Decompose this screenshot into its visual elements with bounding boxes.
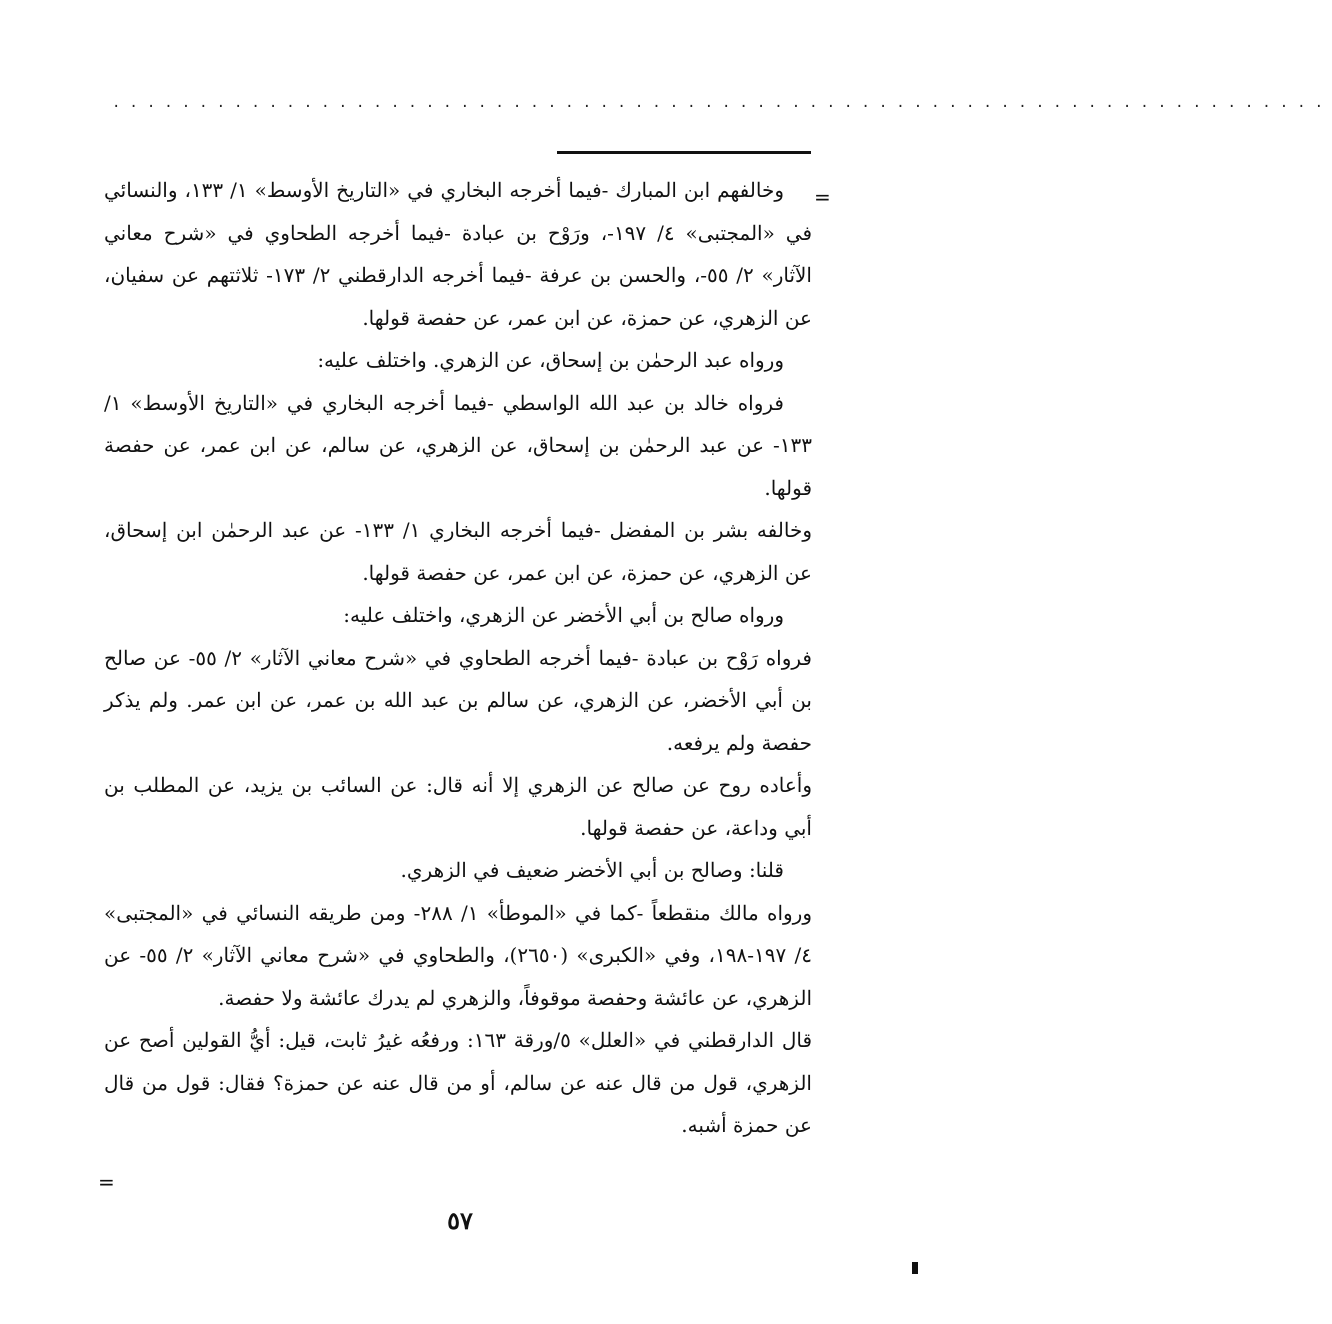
continuation-marker-top: = (814, 185, 831, 209)
paragraph: قال الدارقطني في «العلل» ٥/ورقة ١٦٣: ورفعُه غيرُ ثابت، قيل: أيُّ القولين أصح عن الزهري، قول من قال عنه عن سالم، أو من قال عنه عن حمزة؟ فقال: قول من قال عن حمزة أشبه. (104, 1028, 812, 1137)
paragraph: وخالفهم ابن المبارك -فيما أخرجه البخاري في «التاريخ الأوسط» ١/ ١٣٣، والنسائي في «المجتبى» ٤/ ١٩٧-، ورَوْح بن عبادة -فيما أخرجه الطحاوي في «شرح معاني الآثار» ٢/ ٥٥-، والحسن بن عرفة -فيما أخرجه الدارقطني ٢/ ١٧٣- ثلاثتهم عن سفيان، عن الزهري، عن حمزة، عن ابن عمر، عن حفصة قولها. (104, 178, 813, 330)
paragraph: فرواه رَوْح بن عبادة -فيما أخرجه الطحاوي في «شرح معاني الآثار» ٢/ ٥٥- عن صالح بن أبي الأخضر، عن الزهري، عن سالم بن عبد الله بن عمر، عن ابن عمر. ولم يذكر حفصة ولم يرفعه. (104, 645, 812, 755)
scan-edge-mark (912, 1262, 918, 1274)
footnote-body (104, 169, 812, 1147)
paragraph: فرواه خالد بن عبد الله الواسطي -فيما أخرجه البخاري في «التاريخ الأوسط» ١/ ١٣٣- عن عبد الرحمٰن بن إسحاق، عن الزهري، عن سالم، عن ابن عمر، عن حفصة قولها. (104, 390, 812, 500)
paragraph: وخالفه بشر بن المفضل -فيما أخرجه البخاري ١/ ١٣٣- عن عبد الرحمٰن ابن إسحاق، عن الزهري، عن حمزة، عن ابن عمر، عن حفصة قولها. (104, 518, 812, 585)
paragraph: ورواه صالح بن أبي الأخضر عن الزهري، واختلف عليه: (343, 603, 784, 627)
continuation-marker-bottom: = (98, 1170, 115, 1194)
paragraph: ورواه عبد الرحمٰن بن إسحاق، عن الزهري. واختلف عليه: (317, 348, 784, 372)
footnote-rule (557, 151, 811, 154)
paragraph: ورواه مالك منقطعاً -كما في «الموطأ» ١/ ٢٨٨- ومن طريقه النسائي في «المجتبى» ٤/ ١٩٧-١٩٨، وفي «الكبرى» (٢٦٥٠)، والطحاوي في «شرح معاني الآثار» ٢/ ٥٥- عن الزهري، عن عائشة وحفصة موقوفاً، والزهري لم يدرك عائشة ولا حفصة. (104, 900, 812, 1010)
paragraph: قلنا: وصالح بن أبي الأخضر ضعيف في الزهري. (400, 858, 784, 882)
page-number: ٥٧ (447, 1206, 473, 1235)
dotted-separator: ...................................................................... (112, 95, 1332, 111)
paragraph: وأعاده روح عن صالح عن الزهري إلا أنه قال: عن السائب بن يزيد، عن المطلب بن أبي وداعة، عن حفصة قولها. (104, 773, 812, 840)
